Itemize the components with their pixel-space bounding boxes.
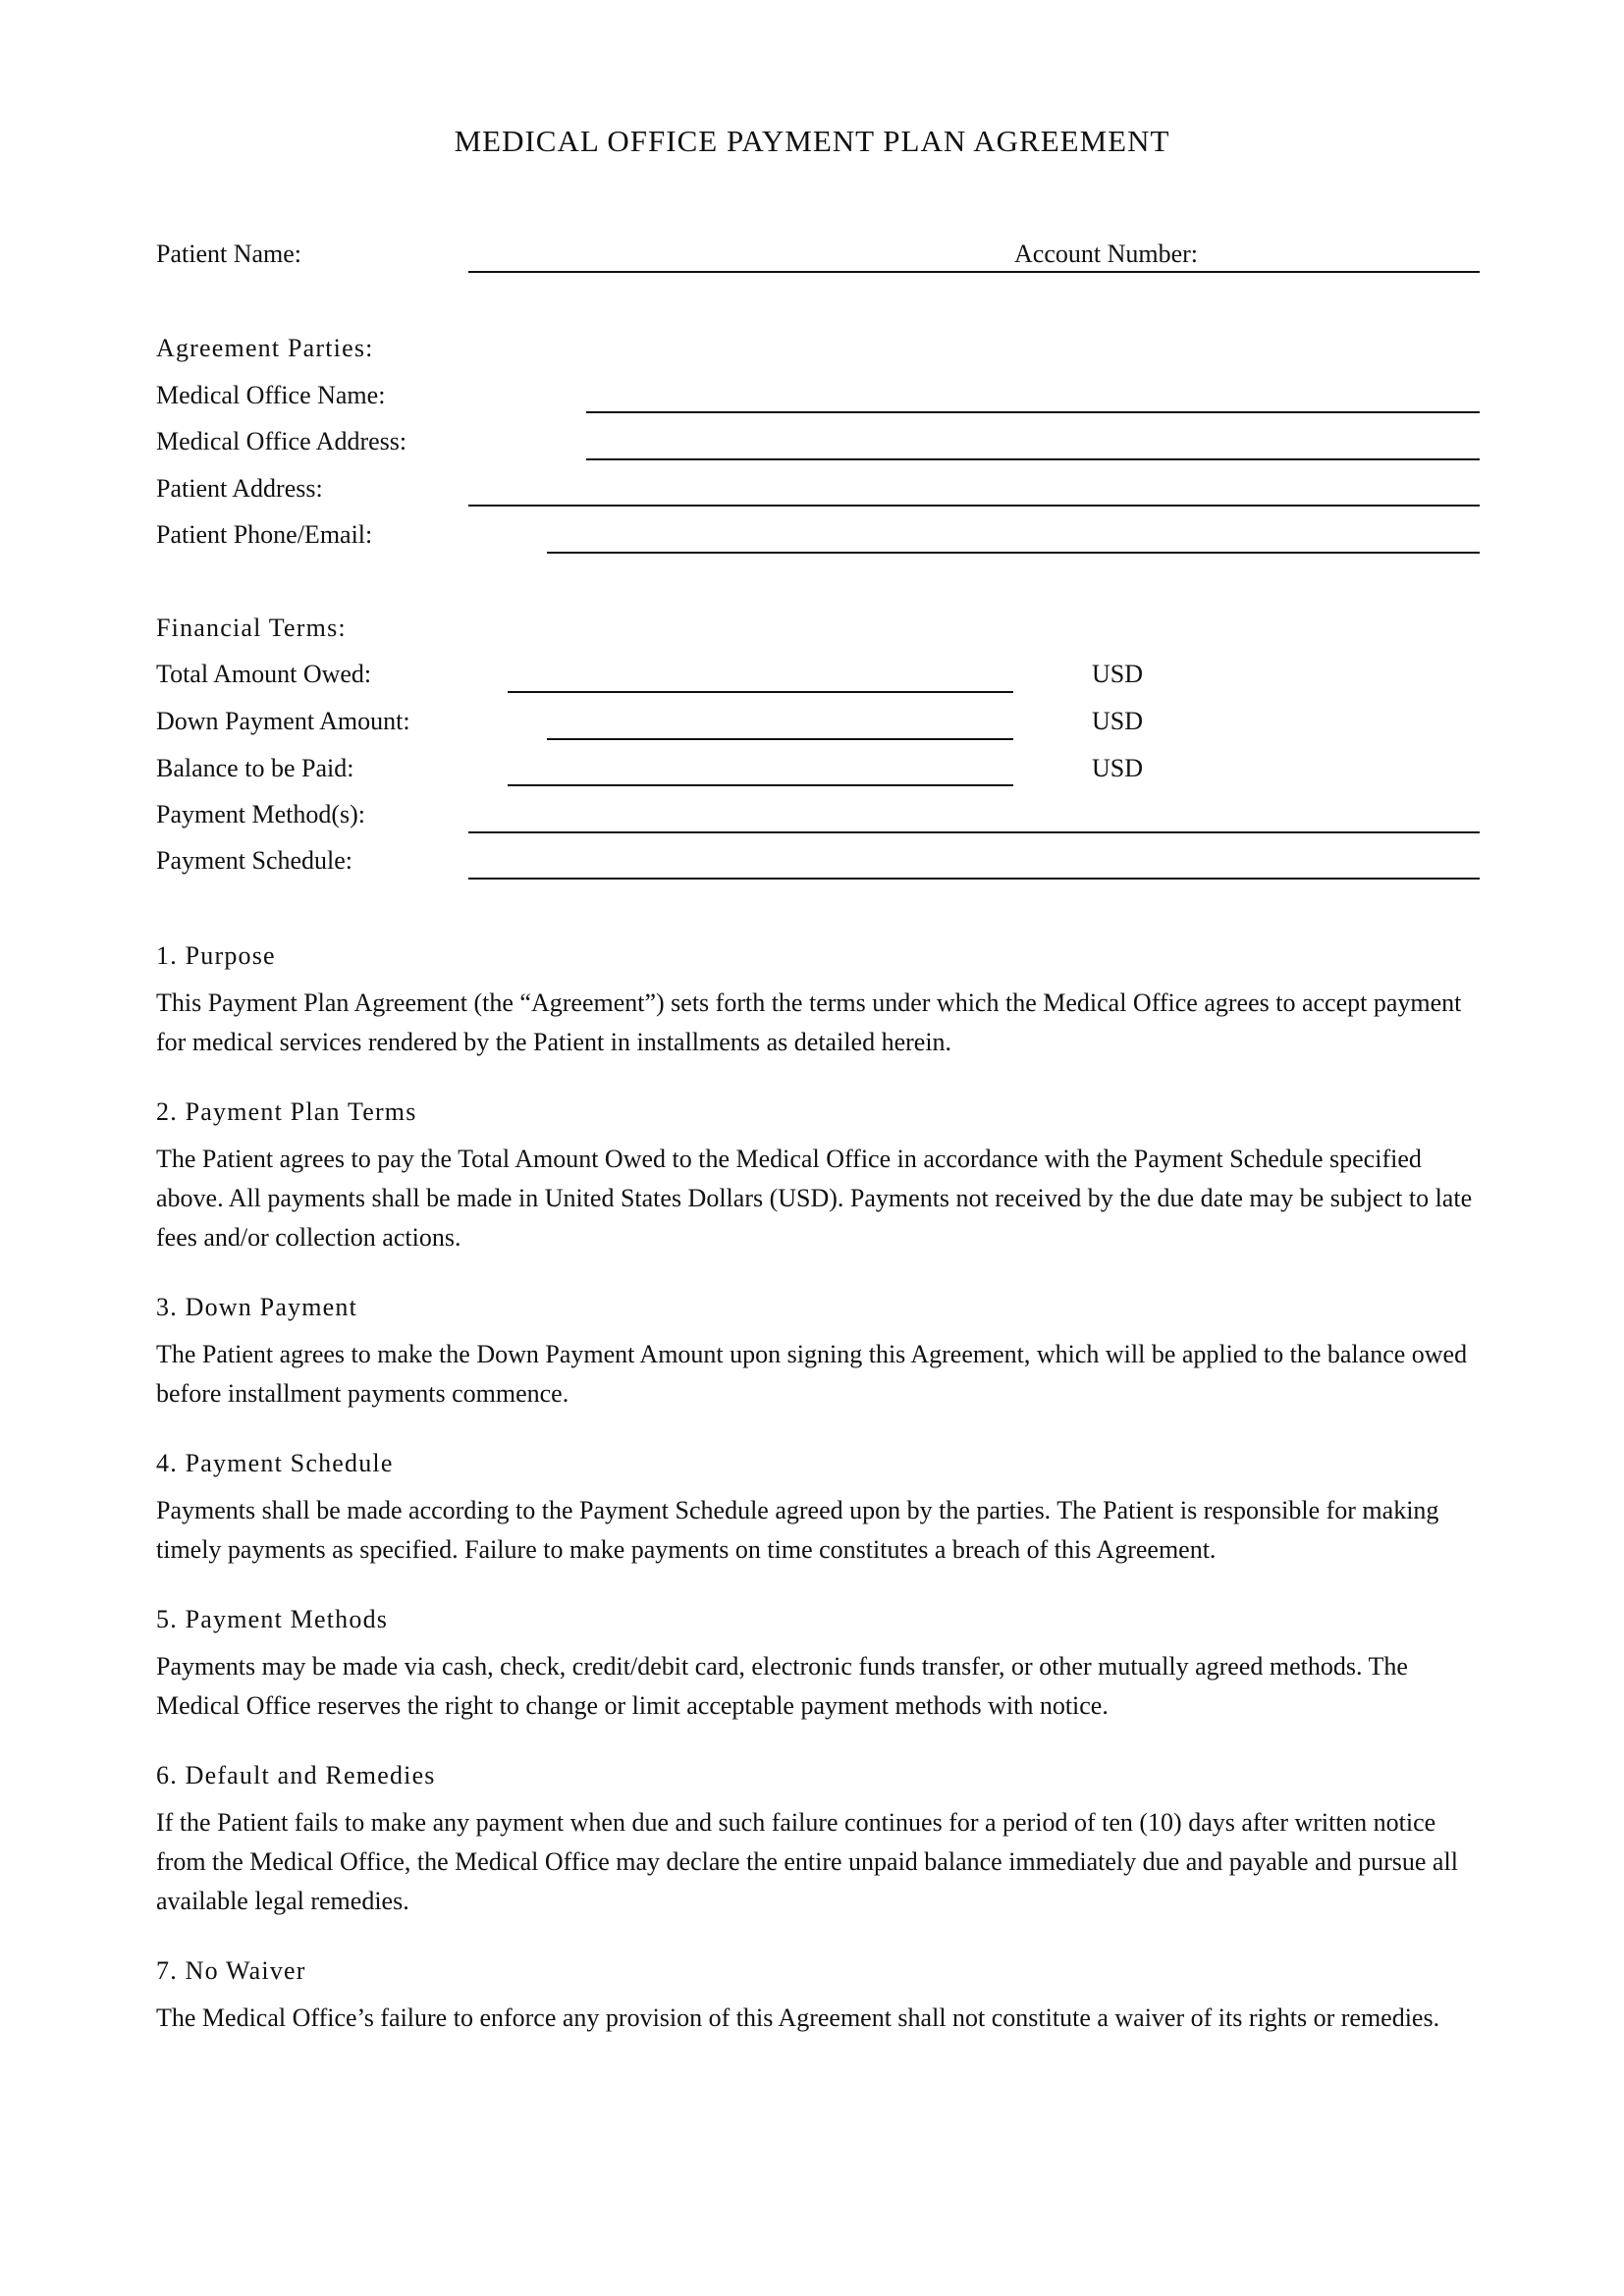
agreement-parties-heading: Agreement Parties: (156, 334, 374, 362)
section-payment-schedule (156, 1446, 1482, 1570)
section-body: Payments may be made via cash, check, credit/debit card, electronic funds transfer, or other mutually agreed methods. The Medical Office reserves the right to change or limit acceptable payment methods with notice. (156, 1652, 1408, 1720)
section-heading: 6. Default and Remedies (156, 1761, 436, 1789)
patient-name-label: Patient Name: (156, 240, 302, 268)
account-number-label: Account Number: (1014, 240, 1199, 268)
payment-schedule-label: Payment Schedule: (156, 846, 353, 875)
down-payment-currency: USD (1092, 707, 1144, 735)
patient-address-field[interactable] (468, 505, 1480, 507)
section-down-payment (156, 1290, 1482, 1414)
section-heading: 1. Purpose (156, 941, 276, 970)
section-body: Payments shall be made according to the Payment Schedule agreed upon by the parties. The Patient is responsible for making timely payments as specified. Failure to make payments on time constitutes a breach of this Agreement. (156, 1496, 1439, 1564)
balance-label: Balance to be Paid: (156, 754, 354, 782)
patient-contact-label: Patient Phone/Email: (156, 520, 373, 549)
balance-currency: USD (1092, 754, 1144, 782)
payment-schedule-field[interactable] (468, 878, 1480, 880)
section-default-and-remedies (156, 1758, 1482, 1921)
down-payment-label: Down Payment Amount: (156, 707, 410, 735)
patient-name-field[interactable] (468, 271, 1480, 273)
patient-contact-field[interactable] (547, 552, 1480, 554)
payment-methods-field[interactable] (468, 831, 1480, 833)
section-payment-plan-terms (156, 1095, 1482, 1257)
section-heading: 5. Payment Methods (156, 1605, 389, 1633)
section-body: This Payment Plan Agreement (the “Agreement”) sets forth the terms under which the Medical Office agrees to accept payment for medical services rendered by the Patient in installments as detailed herein. (156, 988, 1462, 1056)
section-body: The Patient agrees to pay the Total Amount Owed to the Medical Office in accordance with the Payment Schedule specified above. All payments shall be made in United States Dollars (USD). Payments not received by the due date may be subject to late fees and/or collection actions. (156, 1145, 1473, 1252)
section-body: If the Patient fails to make any payment when due and such failure continues for a period of ten (10) days after written notice from the Medical Office, the Medical Office may declare the entire unpaid balance immediately due and payable and pursue all available legal remedies. (156, 1808, 1458, 1915)
section-body: The Medical Office’s failure to enforce any provision of this Agreement shall not constitute a waiver of its rights or remedies. (156, 2003, 1440, 2032)
medical-office-address-label: Medical Office Address: (156, 427, 407, 455)
medical-office-name-field[interactable] (586, 411, 1480, 413)
total-owed-label: Total Amount Owed: (156, 660, 372, 688)
down-payment-field[interactable] (547, 738, 1013, 740)
section-heading: 3. Down Payment (156, 1293, 358, 1321)
section-no-waiver (156, 1953, 1482, 2038)
section-purpose (156, 938, 1482, 1062)
section-heading: 4. Payment Schedule (156, 1449, 394, 1477)
section-payment-methods (156, 1602, 1482, 1726)
section-body: The Patient agrees to make the Down Payment Amount upon signing this Agreement, which will be applied to the balance owed before installment payments commence. (156, 1340, 1468, 1408)
payment-methods-label: Payment Method(s): (156, 800, 366, 828)
medical-office-name-label: Medical Office Name: (156, 381, 386, 409)
section-heading: 7. No Waiver (156, 1956, 306, 1985)
financial-terms-heading: Financial Terms: (156, 614, 347, 642)
total-owed-field[interactable] (508, 691, 1013, 693)
section-heading: 2. Payment Plan Terms (156, 1097, 417, 1126)
total-owed-currency: USD (1092, 660, 1144, 688)
patient-address-label: Patient Address: (156, 474, 323, 503)
medical-office-address-field[interactable] (586, 458, 1480, 460)
document-title: MEDICAL OFFICE PAYMENT PLAN AGREEMENT (454, 124, 1170, 158)
balance-field[interactable] (508, 784, 1013, 786)
